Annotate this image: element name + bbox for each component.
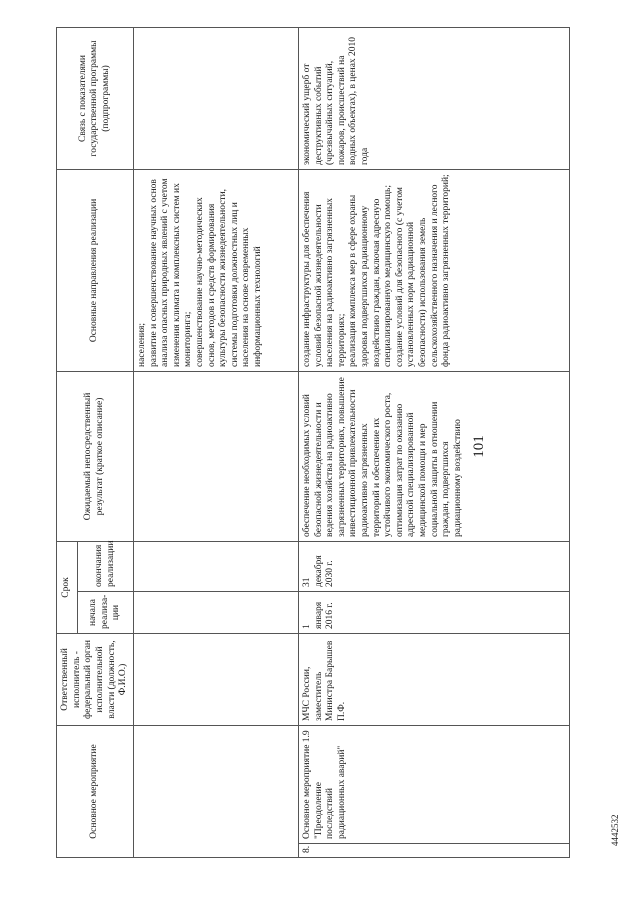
header-activity: Основное мероприятие (57, 726, 134, 858)
direction-item: создание инфраструктуры для обеспечения условий безопасной жизнедеятельности населения на радиоактивно загрязненных территориях; (302, 191, 347, 367)
cont-activity (134, 726, 299, 858)
rotated-table-container (56, 28, 556, 858)
row-directions (299, 169, 570, 371)
row-link: экономический ущерб от деструктивных событий (чрезвычайных ситуаций, пожаров, происшествий на водных объектах), в ценах 2010 года (299, 27, 570, 169)
header-link: Связь с показателями государственной программы (подпрограммы) (57, 27, 134, 169)
header-term: Срок (57, 541, 78, 633)
cont-direction-item: населения; (137, 323, 147, 367)
page-number: 101 (470, 435, 487, 458)
cont-direction-item: развитие и совершенствование научных основ анализа опасных природных явлений с учетом изменения климата и комплексных систем их мониторинга; (148, 178, 194, 367)
row-number: 8. (299, 844, 570, 858)
cont-directions (134, 169, 299, 371)
direction-item: реализация комплекса мер в сфере охраны здоровья подвергшихся радиационному воздействию граждан, включая адресную специализированную медицинскую помощь; (348, 184, 394, 367)
header-result: Ожидаемый непосредственный результат (краткое описание) (57, 371, 134, 541)
cont-link (134, 27, 299, 169)
table-row (299, 27, 570, 857)
cont-start (134, 592, 299, 634)
row-end: 31 декабря 2030 г. (299, 541, 570, 591)
header-responsible: Ответственный исполнитель - федеральный орган исполнительной власти (должность, Ф.И.О.) (57, 634, 134, 726)
header-directions: Основные направления реализации (57, 169, 134, 371)
row-start: 1 января 2016 г. (299, 592, 570, 634)
direction-item: создание условий для безопасного (с учетом установленных норм радиационной безопасности) использования земель сельскохозяйственного назначения и лесного фонда радиоактивно загрязненных территорий; (394, 174, 452, 367)
row-activity: Основное мероприятие 1.9 "Преодоление последствий радиационных аварий" (299, 726, 570, 844)
cont-result (134, 371, 299, 541)
header-term-start: начала реализа-ции (78, 592, 134, 634)
cont-responsible (134, 634, 299, 726)
header-term-end: окончания реализации (78, 541, 134, 591)
cont-end (134, 541, 299, 591)
cont-direction-item: совершенствование научно-методических основ, методов и средств формирования культуры безопасности жизнедеятельности, системы подготовки должностных лиц и населения на основе современных информационных технологий (194, 188, 263, 367)
row-result: обеспечение необходимых условий безопасной жизнедеятельности и ведения хозяйства на радиоактивно загрязненных территориях, повышение инвестиционной привлекательности радиоактивно загрязненных территорий и обеспечение их устойчивого экономического роста, оптимизация затрат по оказанию адресной специализированной медицинской помощи и мер социальной защиты в отношении граждан, подвергшихся радиационному воздействию (299, 371, 570, 541)
continuation-row (134, 27, 299, 857)
header-row (57, 27, 78, 857)
document-id: 4442532 (610, 814, 620, 846)
activities-table (56, 27, 570, 858)
row-responsible: МЧС России, заместитель Министра Барышев П.Ф. (299, 634, 570, 726)
